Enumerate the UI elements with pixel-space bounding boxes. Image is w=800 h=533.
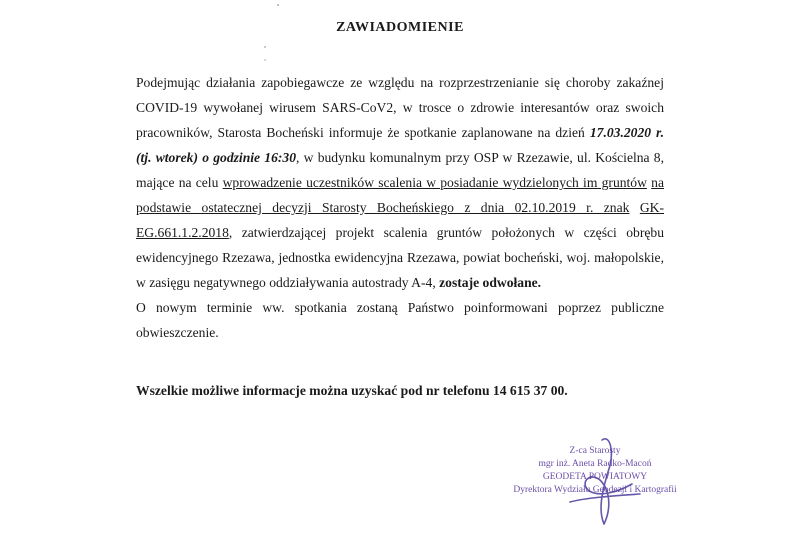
document-title: ZAWIADOMIENIE (336, 20, 464, 35)
stamp-line-4: Dyrektora Wydziału Geodezji i Kartografii (513, 485, 677, 495)
case-reference: GK-EG.661.1.2.2018 (136, 200, 664, 240)
p2-line2: obwieszczenie. (136, 325, 219, 340)
meeting-date: 17.03.2020 r. (589, 125, 664, 140)
p1-line5-pre: mające na celu (136, 175, 223, 190)
p1-line2: COVID-19 wywołanej wirusem SARS-CoV2, w trosce o zdrowie interesantów oraz swoich (136, 100, 664, 115)
notice-body (136, 70, 664, 345)
stamp-line-2: mgr inż. Aneta Radko-Macoń (538, 459, 652, 469)
paragraph-2 (136, 295, 664, 345)
p1-line8: ewidencyjnego Rzezawa, jednostka ewidencyjna Rzezawa, powiat bocheński, (136, 250, 563, 265)
handwritten-signature (540, 432, 680, 532)
p1-line9: woj. małopolskie, w zasięgu negatywnego oddziaływania autostrady A-4, (136, 250, 664, 290)
p1-line4: , w budynku komunalnym przy OSP w Rzezawie, ul. Kościelna 8, (296, 150, 665, 165)
stamp-line-1: Z-ca Starosty (569, 446, 621, 456)
p1-line3: pracowników, Starosta Bocheński informuje że spotkanie zaplanowane na dzień (136, 125, 585, 140)
paragraph-1 (136, 70, 664, 295)
meeting-time: (tj. wtorek) o godzinie 16:30 (136, 150, 297, 165)
cancelled-notice: zostaje odwołane. (439, 275, 542, 290)
p1-line1: Podejmując działania zapobiegawcze ze względu na rozprzestrzenianie się choroby zakaźnej (136, 75, 664, 90)
contact-info: Wszelkie możliwe informacje można uzyskać pod nr telefonu 14 615 37 00. (136, 383, 568, 398)
p2-line1: O nowym terminie ww. spotkania zostaną Państwo poinformowani poprzez publiczne (136, 300, 664, 315)
stamp-line-3: GEODETA POWIATOWY (542, 472, 648, 482)
p1-line5-underlined: wprowadzenie uczestników scalenia w posiadanie wydzielonych im gruntów (222, 175, 647, 190)
p1-line7: , zatwierdzającej projekt scalenia gruntów położonych w części obrębu (228, 225, 664, 240)
p1-line6-underlined: na podstawie ostatecznej decyzji Starosty Bocheńskiego z dnia 02.10.2019 r. znak (136, 175, 664, 215)
